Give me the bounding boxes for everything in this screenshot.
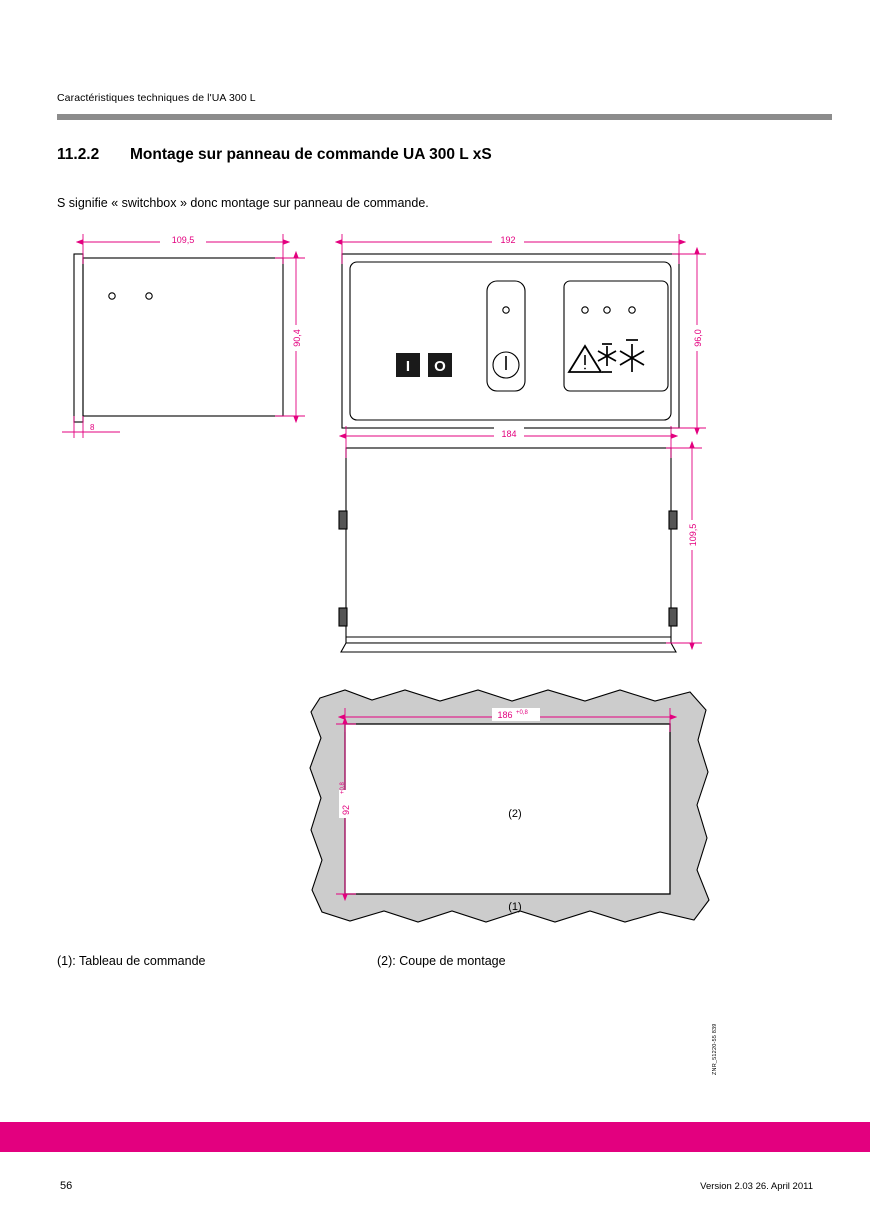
switch-on-label: I (405, 358, 411, 375)
caption-cutout: (2): Coupe de montage (377, 954, 506, 968)
footer-accent-bar (0, 1122, 870, 1152)
page-title: Montage sur panneau de commande UA 300 L xS (130, 146, 492, 163)
side-view-geometry (74, 254, 283, 422)
drawing-code: ZNR_51220-55 839 (712, 1023, 718, 1075)
dim-front-width: 192 (500, 235, 516, 245)
top-view-geometry (339, 448, 677, 652)
dim-cutout-height: 92 (341, 804, 351, 816)
caption-panel: (1): Tableau de commande (57, 954, 206, 968)
switch-off-label: O (434, 358, 446, 375)
dim-top-height: 109,5 (688, 523, 698, 547)
dim-front-height: 96,0 (693, 329, 703, 347)
front-view-geometry (342, 254, 679, 428)
dim-cutout-width: 186 (497, 710, 513, 720)
dim-top-width: 184 (501, 429, 517, 439)
footer-version: Version 2.03 26. April 2011 (700, 1181, 813, 1192)
front-panel-symbols (569, 340, 644, 372)
page-number: 56 (60, 1180, 73, 1192)
running-head: Caractéristiques techniques de l'UA 300 L (57, 92, 256, 104)
dim-side-width: 109,5 (171, 235, 195, 245)
section-number: 11.2.2 (57, 146, 100, 163)
dim-side-height: 90,4 (292, 329, 302, 347)
warning-triangle-icon (569, 346, 601, 372)
defrost-snowflake-icon (598, 344, 616, 372)
label-panel: (1) (508, 901, 522, 913)
dim-cutout-height-tol: +0,8 (340, 782, 346, 794)
header-rule (57, 114, 832, 120)
cutout-view-geometry (310, 690, 709, 922)
snowflake-icon (620, 340, 644, 372)
label-cutout: (2) (508, 808, 522, 820)
dim-side-depth: 8 (90, 423, 95, 432)
dim-cutout-width-tol: +0,8 (516, 710, 528, 716)
intro-paragraph: S signifie « switchbox » donc montage sur panneau de commande. (57, 196, 429, 210)
